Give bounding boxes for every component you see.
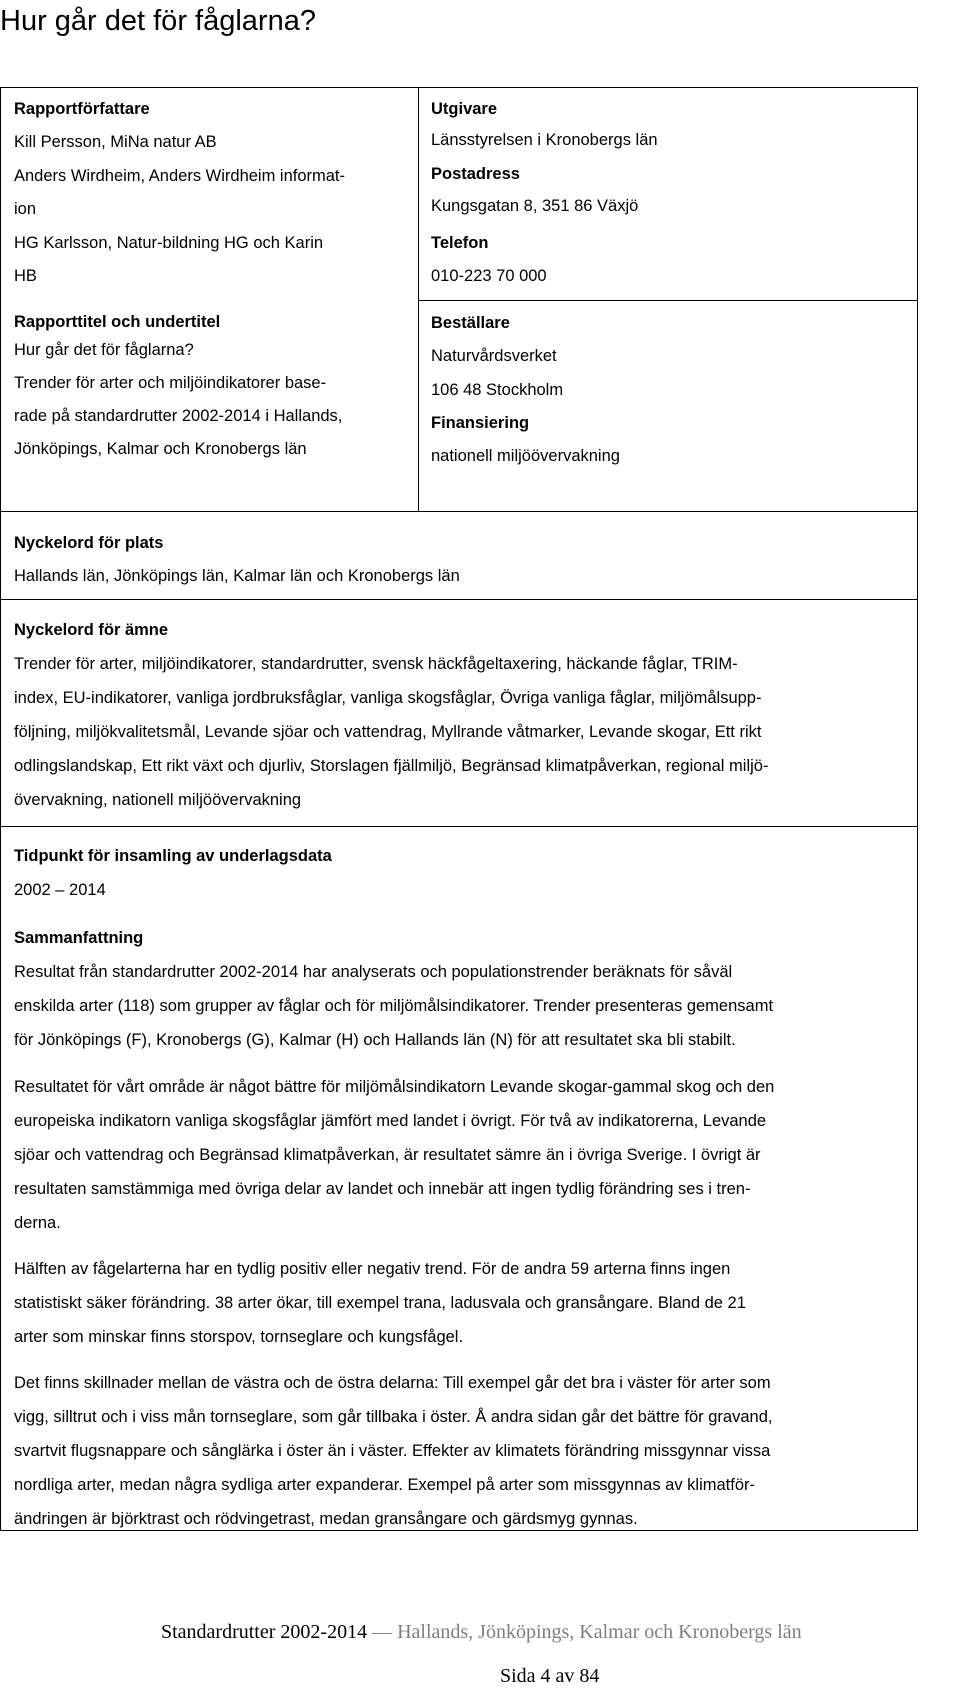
summary-line: svartvit flugsnappare och sånglärka i öster än i väster. Effekter av klimatets förändring missgynnar vissa [14, 1442, 771, 1460]
summary-line: Resultatet för vårt område är något bättre för miljömålsindikatorn Levande skogar-gammal skog och den [14, 1078, 775, 1096]
subject-line: följning, miljökvalitetsmål, Levande sjöar och vattendrag, Myllrande våtmarker, Levande skogar, Ett rikt [14, 723, 762, 741]
subject-line: övervakning, nationell miljöövervakning [14, 791, 302, 809]
author-line: Anders Wirdheim, Anders Wirdheim informat- [14, 167, 346, 185]
orderer-line: Naturvårdsverket [431, 347, 557, 365]
summary-line: för Jönköpings (F), Kronobergs (G), Kalmar (H) och Hallands län (N) för att resultatet ska bli stabilt. [14, 1031, 736, 1049]
right-divider [419, 300, 917, 301]
summary-line: nordliga arter, medan några sydliga arter expanderar. Exempel på arter som missgynnas av klimatför- [14, 1476, 756, 1494]
address-value: Kungsgatan 8, 351 86 Växjö [431, 197, 639, 215]
title-line: Hur går det för fåglarna? [14, 341, 194, 359]
row-divider [1, 599, 917, 600]
summary-label: Sammanfattning [14, 929, 144, 947]
footer-series-name: Standardrutter 2002-2014 [161, 1621, 368, 1643]
place-value: Hallands län, Jönköpings län, Kalmar län och Kronobergs län [14, 567, 460, 585]
publisher-label: Utgivare [431, 100, 498, 118]
page-number: Sida 4 av 84 [500, 1665, 600, 1687]
footer-series [161, 1620, 802, 1644]
title-line: rade på standardrutter 2002-2014 i Hallands, [14, 407, 343, 425]
summary-line: europeiska indikatorn vanliga skogsfåglar jämfört med landet i övrigt. För två av indikatorerna, Levande [14, 1112, 767, 1130]
right-column [419, 88, 917, 511]
footer-regions: Hallands, Jönköpings, Kalmar och Kronobergs län [397, 1621, 802, 1643]
summary-line: ändringen är björktrast och rödvingetrast, medan gransångare och gärdsmyg gynnas. [14, 1510, 638, 1528]
summary-line: sjöar och vattendrag och Begränsad klimatpåverkan, är resultatet sämre än i övriga Sverige. I övrigt är [14, 1146, 761, 1164]
period-value: 2002 – 2014 [14, 881, 106, 899]
address-label: Postadress [431, 165, 520, 183]
summary-line: Det finns skillnader mellan de västra och de östra delarna: Till exempel går det bra i väster för arter som [14, 1374, 771, 1392]
phone-label: Telefon [431, 234, 489, 252]
author-line: ion [14, 200, 37, 218]
orderer-label: Beställare [431, 314, 510, 332]
summary-line: vigg, silltrut och i viss mån tornseglare, som går tillbaka i öster. Å andra sidan går det bättre för gravand, [14, 1408, 773, 1426]
page-title: Hur går det för fåglarna? [0, 5, 316, 37]
summary-line: Hälften av fågelarterna har en tydlig positiv eller negativ trend. För de andra 59 arterna finns ingen [14, 1260, 731, 1278]
report-info-table [0, 87, 918, 1531]
orderer-line: 106 48 Stockholm [431, 381, 564, 399]
summary-line: arter som minskar finns storspov, tornseglare och kungsfågel. [14, 1328, 464, 1346]
subject-line: Trender för arter, miljöindikatorer, standardrutter, svensk häckfågeltaxering, häckande fåglar, TRIM- [14, 655, 738, 673]
summary-line: Resultat från standardrutter 2002-2014 har analyserats och populationstrender beräknats för såväl [14, 963, 733, 981]
author-line: HB [14, 267, 37, 285]
title-label: Rapporttitel och undertitel [14, 313, 221, 331]
summary-line: statistiskt säker förändring. 38 arter ökar, till exempel trana, ladusvala och gransångare. Bland de 21 [14, 1294, 746, 1312]
period-label: Tidpunkt för insamling av underlagsdata [14, 847, 332, 865]
place-label: Nyckelord för plats [14, 534, 164, 552]
subject-line: index, EU-indikatorer, vanliga jordbruksfåglar, vanliga skogsfåglar, Övriga vanliga fåglar, miljömålsupp- [14, 689, 762, 707]
phone-value: 010-223 70 000 [431, 267, 547, 285]
top-row [1, 88, 917, 512]
title-line: Jönköpings, Kalmar och Kronobergs län [14, 440, 307, 458]
summary-line: resultaten samstämmiga med övriga delar av landet och innebär att ingen tydlig förändring ses i tren- [14, 1180, 751, 1198]
summary-line: derna. [14, 1214, 61, 1232]
summary-line: enskilda arter (118) som grupper av fåglar och för miljömålsindikatorer. Trender presenteras gemensamt [14, 997, 774, 1015]
footer-dash: — [372, 1621, 393, 1643]
row-divider [1, 826, 917, 827]
author-line: HG Karlsson, Natur-bildning HG och Karin [14, 234, 324, 252]
author-label: Rapportförfattare [14, 100, 150, 118]
subject-label: Nyckelord för ämne [14, 621, 169, 639]
funding-value: nationell miljöövervakning [431, 447, 620, 465]
title-line: Trender för arter och miljöindikatorer base- [14, 374, 327, 392]
publisher-value: Länsstyrelsen i Kronobergs län [431, 131, 658, 149]
subject-line: odlingslandskap, Ett rikt växt och djurliv, Storslagen fjällmiljö, Begränsad klimatpåverkan, regional miljö- [14, 757, 769, 775]
funding-label: Finansiering [431, 414, 530, 432]
left-column [1, 88, 419, 511]
author-line: Kill Persson, MiNa natur AB [14, 133, 217, 151]
